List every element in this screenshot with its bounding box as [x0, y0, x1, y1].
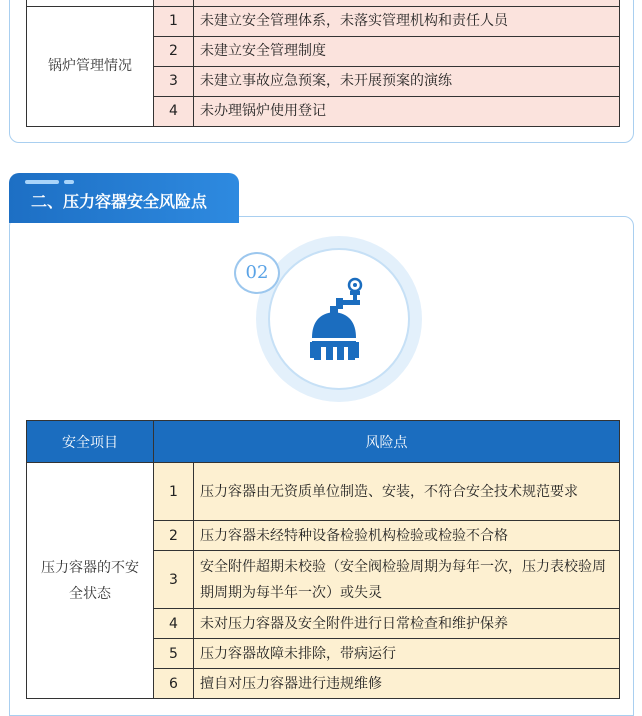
table-row — [27, 463, 620, 521]
row-number: 3 — [154, 551, 194, 609]
row-number: 3 — [154, 66, 194, 96]
row-number: 6 — [154, 669, 194, 699]
risk-text: 安全附件超期未校验（安全阀检验周期为每年一次，压力表校验周期周期为每半年一次）或失灵 — [194, 551, 620, 609]
risk-text: 未对压力容器及安全附件进行日常检查和维护保养 — [194, 609, 620, 639]
row-number: 1 — [154, 6, 194, 36]
risk-text: 未建立事故应急预案，未开展预案的演练 — [194, 66, 620, 96]
risk-text: 压力容器故障未排除，带病运行 — [194, 639, 620, 669]
risk-text: 未建立安全管理制度 — [194, 36, 620, 66]
table-row — [27, 6, 620, 36]
section-tab — [9, 173, 239, 223]
row-number: 4 — [154, 609, 194, 639]
row-number: 2 — [154, 521, 194, 551]
row-number: 4 — [154, 96, 194, 126]
category-cell: 压力容器的不安全状态 — [27, 463, 154, 699]
row-number: 1 — [154, 463, 194, 521]
risk-text: 擅自对压力容器进行违规维修 — [194, 669, 620, 699]
boiler-risk-table — [26, 0, 620, 127]
column-header-risk: 风险点 — [154, 421, 620, 463]
row-number: 5 — [154, 639, 194, 669]
pressure-vessel-icon — [300, 272, 372, 364]
risk-text: 未建立安全管理体系，未落实管理机构和责任人员 — [194, 6, 620, 36]
column-header-item: 安全项目 — [27, 421, 154, 463]
table-header-row — [27, 421, 620, 463]
pressure-vessel-risk-table — [26, 420, 620, 699]
category-cell: 锅炉管理情况 — [27, 6, 154, 126]
section-number-badge: 02 — [234, 252, 280, 294]
risk-text: 压力容器由无资质单位制造、安装，不符合安全技术规范要求 — [194, 463, 620, 521]
risk-text: 压力容器未经特种设备检验机构检验或检验不合格 — [194, 521, 620, 551]
risk-text: 未办理锅炉使用登记 — [194, 96, 620, 126]
section-title: 二、压力容器安全风险点 — [31, 192, 208, 211]
row-number: 2 — [154, 36, 194, 66]
